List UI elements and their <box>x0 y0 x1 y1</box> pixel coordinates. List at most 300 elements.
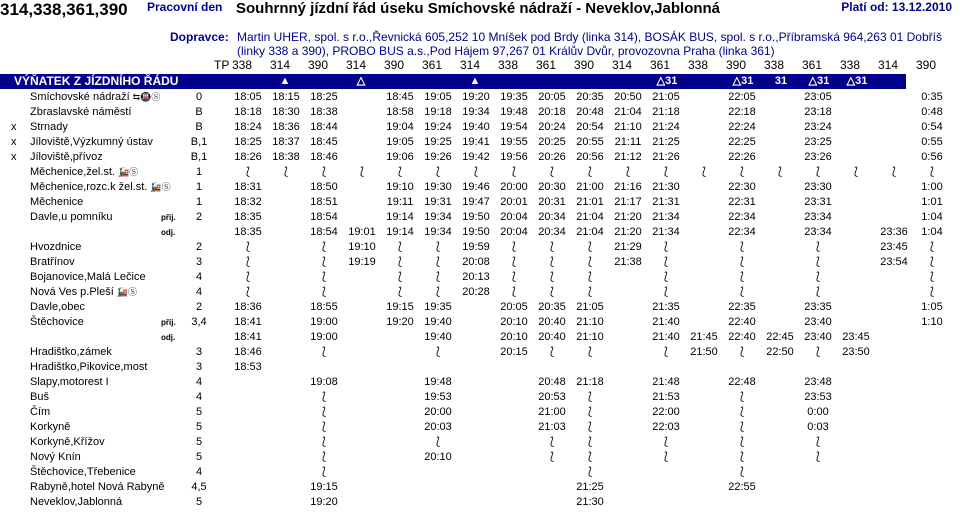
departure-time: ⟅ <box>435 346 441 358</box>
departure-time: 18:54 <box>310 211 338 223</box>
departure-time: 20:05 <box>500 301 528 313</box>
line-number-header: 314 <box>346 58 367 72</box>
departure-time: 19:01 <box>348 226 376 238</box>
departure-time: 21:01 <box>576 196 604 208</box>
departure-time: 19:20 <box>386 316 414 328</box>
departure-time: 19:30 <box>424 181 452 193</box>
departure-time: 21:18 <box>652 106 680 118</box>
departure-time: 19:50 <box>462 211 490 223</box>
departure-time: 19:34 <box>424 211 452 223</box>
departure-time: 18:50 <box>310 181 338 193</box>
request-stop-mark: x <box>11 136 17 148</box>
departure-time: 19:05 <box>424 91 452 103</box>
departure-time: 21:20 <box>614 211 642 223</box>
departure-time: 18:35 <box>234 211 262 223</box>
departure-time: 19:31 <box>424 196 452 208</box>
departure-time: 22:30 <box>728 181 756 193</box>
table-row <box>0 285 960 300</box>
departure-time: ⟅ <box>929 166 935 178</box>
departure-time: ⟅ <box>701 166 707 178</box>
departure-time: 20:55 <box>576 136 604 148</box>
departure-time: ⟅ <box>321 466 327 478</box>
departure-time: 0:54 <box>921 121 943 133</box>
line-number-header: 361 <box>802 58 823 72</box>
departure-time: 19:26 <box>424 151 452 163</box>
departure-time: 18:35 <box>234 226 262 238</box>
departure-time: 21:40 <box>652 316 680 328</box>
departure-time: 19:19 <box>348 256 376 268</box>
departure-time: 20:34 <box>538 211 566 223</box>
departure-time: ⟅ <box>435 286 441 298</box>
departure-time: 21:30 <box>652 181 680 193</box>
departure-time: 21:30 <box>576 496 604 508</box>
departure-time: 19:15 <box>310 481 338 493</box>
departure-time: ⟅ <box>397 166 403 178</box>
footnote-symbol: ▲ <box>279 75 291 87</box>
departure-time: 1:10 <box>921 316 943 328</box>
footnote-symbol: △31 <box>846 75 868 87</box>
tariff-zone: 3 <box>195 256 203 268</box>
departure-time: 0:03 <box>807 421 829 433</box>
departure-time: 22:24 <box>728 121 756 133</box>
departure-time: 19:48 <box>500 106 528 118</box>
departure-time: 18:18 <box>234 106 262 118</box>
line-number-header: 314 <box>270 58 291 72</box>
departure-time: ⟅ <box>511 286 517 298</box>
departure-time: 19:48 <box>424 376 452 388</box>
departure-time: ⟅ <box>245 256 251 268</box>
departure-time: 18:37 <box>272 136 300 148</box>
departure-time: ⟅ <box>245 271 251 283</box>
departure-time: ⟅ <box>815 256 821 268</box>
departure-time: ⟅ <box>245 286 251 298</box>
table-row <box>0 270 960 285</box>
departure-time: ⟅ <box>587 286 593 298</box>
tariff-zone: 0 <box>195 91 203 103</box>
departure-time: ⟅ <box>739 466 745 478</box>
departure-time: 19:10 <box>348 241 376 253</box>
table-row <box>0 360 960 375</box>
request-stop-mark: x <box>11 151 17 163</box>
departure-time: 19:35 <box>424 301 452 313</box>
table-row <box>0 120 960 135</box>
departure-time: 21:26 <box>652 151 680 163</box>
departure-time: 19:00 <box>310 331 338 343</box>
departure-time: 1:04 <box>921 211 943 223</box>
departure-time: ⟅ <box>321 421 327 433</box>
line-number-header: 338 <box>688 58 709 72</box>
departure-time: 18:53 <box>234 361 262 373</box>
departure-time: 18:45 <box>386 91 414 103</box>
table-row <box>0 225 960 240</box>
table-row <box>0 300 960 315</box>
tariff-zone: 4 <box>195 466 203 478</box>
line-number-header: 361 <box>650 58 671 72</box>
departure-time: 21:00 <box>538 406 566 418</box>
departure-time: 22:34 <box>728 226 756 238</box>
valid-from-label: Platí od: 13.12.2010 <box>841 0 952 14</box>
table-row <box>0 405 960 420</box>
departure-time: 20:25 <box>538 136 566 148</box>
table-row <box>0 180 960 195</box>
departure-time: ⟅ <box>549 436 555 448</box>
departure-time: 20:50 <box>614 91 642 103</box>
stop-name: Měchenice,žel.st. 🚂Ⓢ <box>30 166 139 178</box>
carrier-line-2: (linky 338 a 390), PROBO BUS a.s.,Pod Hájem 97,267 01 Králův Dvůr, provozovna Praha (linka 361) <box>237 44 775 58</box>
line-number-header: 314 <box>612 58 633 72</box>
departure-time: 20:04 <box>500 211 528 223</box>
table-row <box>0 90 960 105</box>
departure-time: ⟅ <box>739 436 745 448</box>
line-number-header: 390 <box>726 58 747 72</box>
departure-time: ⟅ <box>321 241 327 253</box>
footnote-symbol: △31 <box>656 75 678 87</box>
departure-time: ⟅ <box>625 166 631 178</box>
departure-time: 23:35 <box>804 301 832 313</box>
carrier-line-1: Martin UHER, spol. s r.o.,Řevnická 605,252 10 Mníšek pod Brdy (linka 314), BOSÁK BUS, spol. s r.o.,Příbramská 964,263 01 Dobříš <box>237 30 942 44</box>
departure-time: 18:36 <box>234 301 262 313</box>
departure-time: 20:35 <box>576 91 604 103</box>
departure-time: 21:00 <box>576 181 604 193</box>
departure-time: 22:31 <box>728 196 756 208</box>
departure-time: ⟅ <box>397 256 403 268</box>
departure-time: ⟅ <box>929 286 935 298</box>
departure-time: 0:56 <box>921 151 943 163</box>
departure-time: 18:24 <box>234 121 262 133</box>
departure-time: 19:50 <box>462 226 490 238</box>
departure-time: 22:48 <box>728 376 756 388</box>
departure-time: ⟅ <box>549 346 555 358</box>
departure-time: ⟅ <box>663 241 669 253</box>
departure-time: ⟅ <box>511 241 517 253</box>
departure-time: ⟅ <box>739 451 745 463</box>
footnote-symbol: ▲ <box>469 75 481 87</box>
departure-time: ⟅ <box>663 271 669 283</box>
departure-time: ⟅ <box>435 256 441 268</box>
departure-time: 23:53 <box>804 391 832 403</box>
departure-time: 23:54 <box>880 256 908 268</box>
departure-time: 20:13 <box>462 271 490 283</box>
departure-time: 19:14 <box>386 211 414 223</box>
departure-time: ⟅ <box>549 166 555 178</box>
departure-time: 22:55 <box>728 481 756 493</box>
departure-time: ⟅ <box>549 286 555 298</box>
departure-time: 18:55 <box>310 301 338 313</box>
departure-time: ⟅ <box>777 166 783 178</box>
departure-time: 21:45 <box>690 331 718 343</box>
line-header-row <box>0 58 960 74</box>
departure-time: ⟅ <box>929 271 935 283</box>
stop-name: Davle,u pomníku <box>30 211 113 223</box>
line-number-header: 361 <box>536 58 557 72</box>
departure-time: 19:14 <box>386 226 414 238</box>
departure-time: ⟅ <box>739 286 745 298</box>
departure-time: 0:00 <box>807 406 829 418</box>
departure-time: 19:10 <box>386 181 414 193</box>
transfer-icon: 🚂Ⓢ <box>116 287 137 297</box>
departure-time: 19:40 <box>424 331 452 343</box>
departure-time: 23:40 <box>804 316 832 328</box>
table-row <box>0 420 960 435</box>
table-row <box>0 465 960 480</box>
page-title: Souhrnný jízdní řád úseku Smíchovské nádraží - Neveklov,Jablonná <box>236 0 721 17</box>
stop-name: Bojanovice,Malá Lečice <box>30 271 146 283</box>
departure-time: 21:31 <box>652 196 680 208</box>
departure-time: 19:25 <box>424 136 452 148</box>
departure-time: 20:53 <box>538 391 566 403</box>
stop-name: Hradištko,zámek <box>30 346 112 358</box>
departure-time: 21:04 <box>576 226 604 238</box>
departure-time: 1:04 <box>921 226 943 238</box>
departure-time: ⟅ <box>891 166 897 178</box>
departure-time: 18:41 <box>234 316 262 328</box>
departure-time: 20:26 <box>538 151 566 163</box>
departure-time: ⟅ <box>321 271 327 283</box>
transfer-icon: 🚂Ⓢ <box>150 182 171 192</box>
departure-time: 19:05 <box>386 136 414 148</box>
departure-time: 21:11 <box>614 136 642 148</box>
departure-time: 21:18 <box>576 376 604 388</box>
table-row <box>0 375 960 390</box>
departure-time: 20:30 <box>538 181 566 193</box>
stop-name: Nový Knín <box>30 451 81 463</box>
stop-name: Měchenice,rozc.k žel.st. 🚂Ⓢ <box>30 181 171 193</box>
tariff-zone: 5 <box>195 406 203 418</box>
departure-time: 20:40 <box>538 331 566 343</box>
line-number-header: 338 <box>840 58 861 72</box>
tariff-zone: 5 <box>195 451 203 463</box>
departure-time: ⟅ <box>663 436 669 448</box>
departure-time: 23:48 <box>804 376 832 388</box>
departure-time: 19:53 <box>424 391 452 403</box>
departure-time: 19:59 <box>462 241 490 253</box>
departure-time: 18:31 <box>234 181 262 193</box>
table-row <box>0 315 960 330</box>
departure-time: ⟅ <box>435 241 441 253</box>
departure-time: 0:55 <box>921 136 943 148</box>
departure-time: 18:45 <box>310 136 338 148</box>
day-type-label: Pracovní den <box>147 0 223 14</box>
tariff-zone: 5 <box>195 436 203 448</box>
departure-time: 19:08 <box>310 376 338 388</box>
departure-time: ⟅ <box>587 406 593 418</box>
departure-time: 20:48 <box>538 376 566 388</box>
departure-time: 23:34 <box>804 226 832 238</box>
departure-time: 23:18 <box>804 106 832 118</box>
departure-time: 21:04 <box>614 106 642 118</box>
departure-time: 22:00 <box>652 406 680 418</box>
departure-time: 18:38 <box>272 151 300 163</box>
departure-time: ⟅ <box>815 241 821 253</box>
departure-time: 18:26 <box>234 151 262 163</box>
departure-time: 0:48 <box>921 106 943 118</box>
table-row <box>0 210 960 225</box>
departure-time: ⟅ <box>397 286 403 298</box>
stop-name: Jíloviště,přívoz <box>30 151 103 163</box>
departure-time: 22:34 <box>728 211 756 223</box>
departure-time: ⟅ <box>321 256 327 268</box>
departure-time: ⟅ <box>435 271 441 283</box>
departure-time: 19:42 <box>462 151 490 163</box>
line-number-header: 338 <box>498 58 519 72</box>
stop-name: Slapy,motorest I <box>30 376 109 388</box>
departure-time: ⟅ <box>739 346 745 358</box>
table-row <box>0 195 960 210</box>
arrival-departure-label: přij. <box>161 318 176 327</box>
table-row <box>0 330 960 345</box>
departure-time: ⟅ <box>815 271 821 283</box>
departure-time: 20:28 <box>462 286 490 298</box>
departure-time: 21:53 <box>652 391 680 403</box>
departure-time: ⟅ <box>853 166 859 178</box>
departure-time: 22:05 <box>728 91 756 103</box>
departure-time: ⟅ <box>435 436 441 448</box>
departure-time: 19:20 <box>462 91 490 103</box>
excerpt-banner <box>0 74 906 89</box>
departure-time: 18:15 <box>272 91 300 103</box>
stop-name: Strnady <box>30 121 68 133</box>
stop-name: Hradištko,Pikovice,most <box>30 361 148 373</box>
departure-time: ⟅ <box>511 166 517 178</box>
departure-time: 19:04 <box>386 121 414 133</box>
departure-time: 20:31 <box>538 196 566 208</box>
departure-time: 20:40 <box>538 316 566 328</box>
departure-time: ⟅ <box>283 166 289 178</box>
departure-time: ⟅ <box>321 166 327 178</box>
departure-time: ⟅ <box>739 406 745 418</box>
departure-time: 21:50 <box>690 346 718 358</box>
table-row <box>0 390 960 405</box>
footnote-symbol: 31 <box>774 75 788 87</box>
departure-time: 21:24 <box>652 121 680 133</box>
departure-time: 0:35 <box>921 91 943 103</box>
departure-time: ⟅ <box>245 241 251 253</box>
departure-time: 18:32 <box>234 196 262 208</box>
arrival-departure-label: odj. <box>161 333 176 342</box>
tariff-zone: 5 <box>195 496 203 508</box>
departure-time: 22:25 <box>728 136 756 148</box>
departure-time: 22:50 <box>766 346 794 358</box>
departure-time: ⟅ <box>549 451 555 463</box>
stop-name: Štěchovice,Třebenice <box>30 466 136 478</box>
departure-time: ⟅ <box>245 166 251 178</box>
departure-time: 19:54 <box>500 121 528 133</box>
line-number-header: 314 <box>878 58 899 72</box>
tariff-zone: 3,4 <box>191 316 207 328</box>
departure-time: 23:36 <box>880 226 908 238</box>
departure-time: 22:45 <box>766 331 794 343</box>
departure-time: 18:58 <box>386 106 414 118</box>
line-number-header: 314 <box>460 58 481 72</box>
stop-name: Jíloviště,Výzkumný ústav <box>30 136 153 148</box>
departure-time: ⟅ <box>587 256 593 268</box>
departure-time: 21:34 <box>652 211 680 223</box>
table-row <box>0 435 960 450</box>
tariff-zone: 2 <box>195 301 203 313</box>
stop-name: Bratřínov <box>30 256 75 268</box>
departure-time: ⟅ <box>739 391 745 403</box>
departure-time: ⟅ <box>587 451 593 463</box>
departure-time: 20:03 <box>424 421 452 433</box>
departure-time: ⟅ <box>549 241 555 253</box>
tariff-zone: 4 <box>195 286 203 298</box>
table-row <box>0 450 960 465</box>
line-number-header: 390 <box>574 58 595 72</box>
departure-time: ⟅ <box>815 166 821 178</box>
tariff-zone: 1 <box>195 181 203 193</box>
departure-time: 20:00 <box>424 406 452 418</box>
stop-name: Čím <box>30 406 51 418</box>
stop-name: Korkyně,Křížov <box>30 436 105 448</box>
departure-time: 23:31 <box>804 196 832 208</box>
departure-time: ⟅ <box>321 391 327 403</box>
banner-text: VÝŇATEK Z JÍZDNÍHO ŘÁDU <box>14 74 179 88</box>
stop-name: Rabyně,hotel Nová Rabyně <box>30 481 165 493</box>
tariff-zone: B <box>195 106 203 118</box>
tariff-zone: 4,5 <box>191 481 207 493</box>
departure-time: 1:00 <box>921 181 943 193</box>
departure-time: ⟅ <box>511 256 517 268</box>
tariff-zone: B,1 <box>190 151 208 163</box>
departure-time: 21:12 <box>614 151 642 163</box>
departure-time: ⟅ <box>739 241 745 253</box>
departure-time: 22:40 <box>728 331 756 343</box>
departure-time: 19:55 <box>500 136 528 148</box>
line-number-header: 361 <box>422 58 443 72</box>
departure-time: 20:34 <box>538 226 566 238</box>
line-number-header: 390 <box>916 58 937 72</box>
departure-time: ⟅ <box>739 166 745 178</box>
departure-time: 21:20 <box>614 226 642 238</box>
departure-time: 21:04 <box>576 211 604 223</box>
tp-label: TP <box>214 58 230 72</box>
departure-time: 22:35 <box>728 301 756 313</box>
stop-name: Nová Ves p.Pleší 🚂Ⓢ <box>30 286 137 298</box>
stop-name: Korkyně <box>30 421 71 433</box>
departure-time: 20:00 <box>500 181 528 193</box>
departure-time: ⟅ <box>815 451 821 463</box>
departure-time: 22:18 <box>728 106 756 118</box>
departure-time: 23:50 <box>842 346 870 358</box>
departure-time: 19:35 <box>500 91 528 103</box>
departure-time: 23:26 <box>804 151 832 163</box>
departure-time: 1:01 <box>921 196 943 208</box>
departure-time: 21:40 <box>652 331 680 343</box>
departure-time: 21:25 <box>576 481 604 493</box>
carrier-label: Dopravce: <box>170 30 229 44</box>
departure-time: 19:15 <box>386 301 414 313</box>
departure-time: 19:40 <box>462 121 490 133</box>
departure-time: 18:38 <box>310 106 338 118</box>
stop-name: Měchenice <box>30 196 84 208</box>
line-number-header: 390 <box>308 58 329 72</box>
departure-time: 23:25 <box>804 136 832 148</box>
departure-time: 20:56 <box>576 151 604 163</box>
stop-name: Buš <box>30 391 49 403</box>
departure-time: 19:34 <box>424 226 452 238</box>
departure-time: ⟅ <box>663 451 669 463</box>
departure-time: 21:16 <box>614 181 642 193</box>
departure-time: 20:05 <box>538 91 566 103</box>
departure-time: 18:36 <box>272 121 300 133</box>
departure-time: 23:05 <box>804 91 832 103</box>
departure-time: 21:10 <box>576 331 604 343</box>
departure-time: 23:45 <box>842 331 870 343</box>
departure-time: 20:15 <box>500 346 528 358</box>
departure-time: 19:00 <box>310 316 338 328</box>
departure-time: ⟅ <box>587 166 593 178</box>
departure-time: ⟅ <box>587 466 593 478</box>
